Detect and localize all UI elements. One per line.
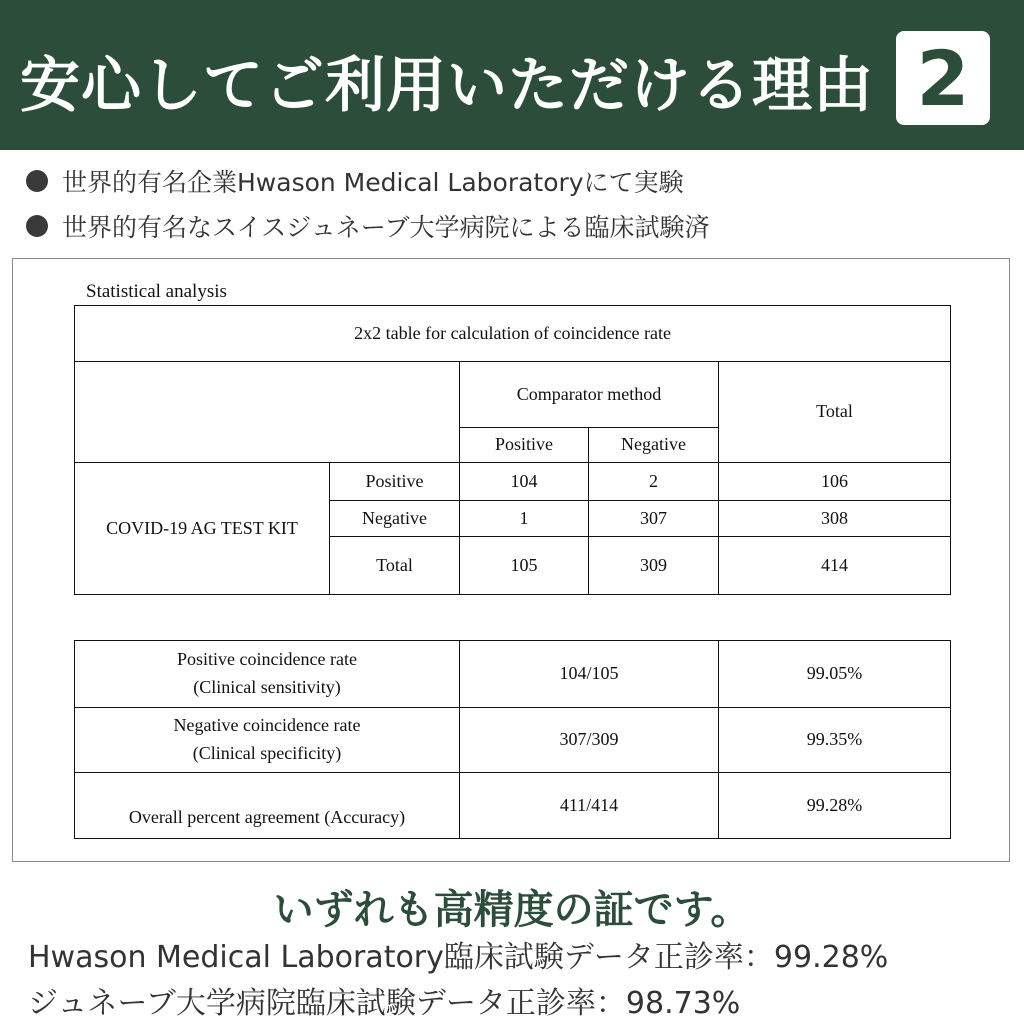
rate-percent: 99.35% (719, 708, 951, 773)
document-heading: Statistical analysis (86, 281, 227, 302)
bullet-item-1 (26, 163, 684, 199)
bullet-dot-icon (26, 170, 48, 192)
comparator-method-header: Comparator method (460, 362, 719, 428)
rate-percent: 99.05% (719, 641, 951, 708)
total-header: Total (719, 362, 951, 463)
rate-ratio: 307/309 (460, 708, 719, 773)
rate-label-line1: Positive coincidence rate (177, 649, 357, 670)
cell-value: 104 (460, 463, 589, 501)
bullet-text-2: 世界的有名なスイスジュネーブ大学病院による臨床試験済 (62, 213, 710, 242)
bullet-item-2 (26, 208, 710, 244)
rate-label (75, 708, 460, 773)
row-label: Negative (330, 501, 460, 537)
table-row (75, 708, 951, 773)
table-row (75, 773, 951, 839)
rate-label (75, 773, 460, 839)
accuracy-claim: いずれも高精度の証です。 (273, 887, 751, 933)
cell-value: 308 (719, 501, 951, 537)
rate-label (75, 641, 460, 708)
bullet-dot-icon (26, 215, 48, 237)
rate-ratio: 411/414 (460, 773, 719, 839)
table-corner-cell (75, 362, 460, 463)
rate-label-line2: (Clinical specificity) (192, 743, 342, 763)
column-header-positive: Positive (460, 428, 589, 463)
cell-value: 1 (460, 501, 589, 537)
header-banner (0, 0, 1024, 150)
banner-title: 安心してご利用いただける理由 (20, 51, 874, 121)
table-row (75, 641, 951, 708)
coincidence-table (74, 305, 951, 595)
cell-value: 307 (589, 501, 719, 537)
cell-value: 309 (589, 537, 719, 595)
cell-value: 2 (589, 463, 719, 501)
row-label: Total (330, 537, 460, 595)
footer-stat-hwason: Hwason Medical Laboratory臨床試験データ正診率：99.28% (28, 940, 889, 975)
rate-ratio: 104/105 (460, 641, 719, 708)
footer-stat-geneva: ジュネーブ大学病院臨床試験データ正診率：98.73% (28, 986, 741, 1021)
column-header-negative: Negative (589, 428, 719, 463)
agreement-rate-table (74, 640, 951, 839)
table-row (75, 463, 951, 501)
reason-number-badge: 2 (896, 31, 990, 125)
bullet-text-1: 世界的有名企業Hwason Medical Laboratoryにて実験 (62, 168, 684, 197)
row-label: Positive (330, 463, 460, 501)
rate-label-line1: Overall percent agreement (Accuracy) (128, 807, 406, 828)
cell-value: 105 (460, 537, 589, 595)
row-group-label: COVID-19 AG TEST KIT (75, 463, 330, 595)
cell-value: 414 (719, 537, 951, 595)
rate-label-line1: Negative coincidence rate (173, 715, 361, 736)
cell-value: 106 (719, 463, 951, 501)
table-caption: 2x2 table for calculation of coincidence rate (75, 306, 951, 362)
rate-label-line2: (Clinical sensitivity) (193, 677, 341, 697)
rate-percent: 99.28% (719, 773, 951, 839)
